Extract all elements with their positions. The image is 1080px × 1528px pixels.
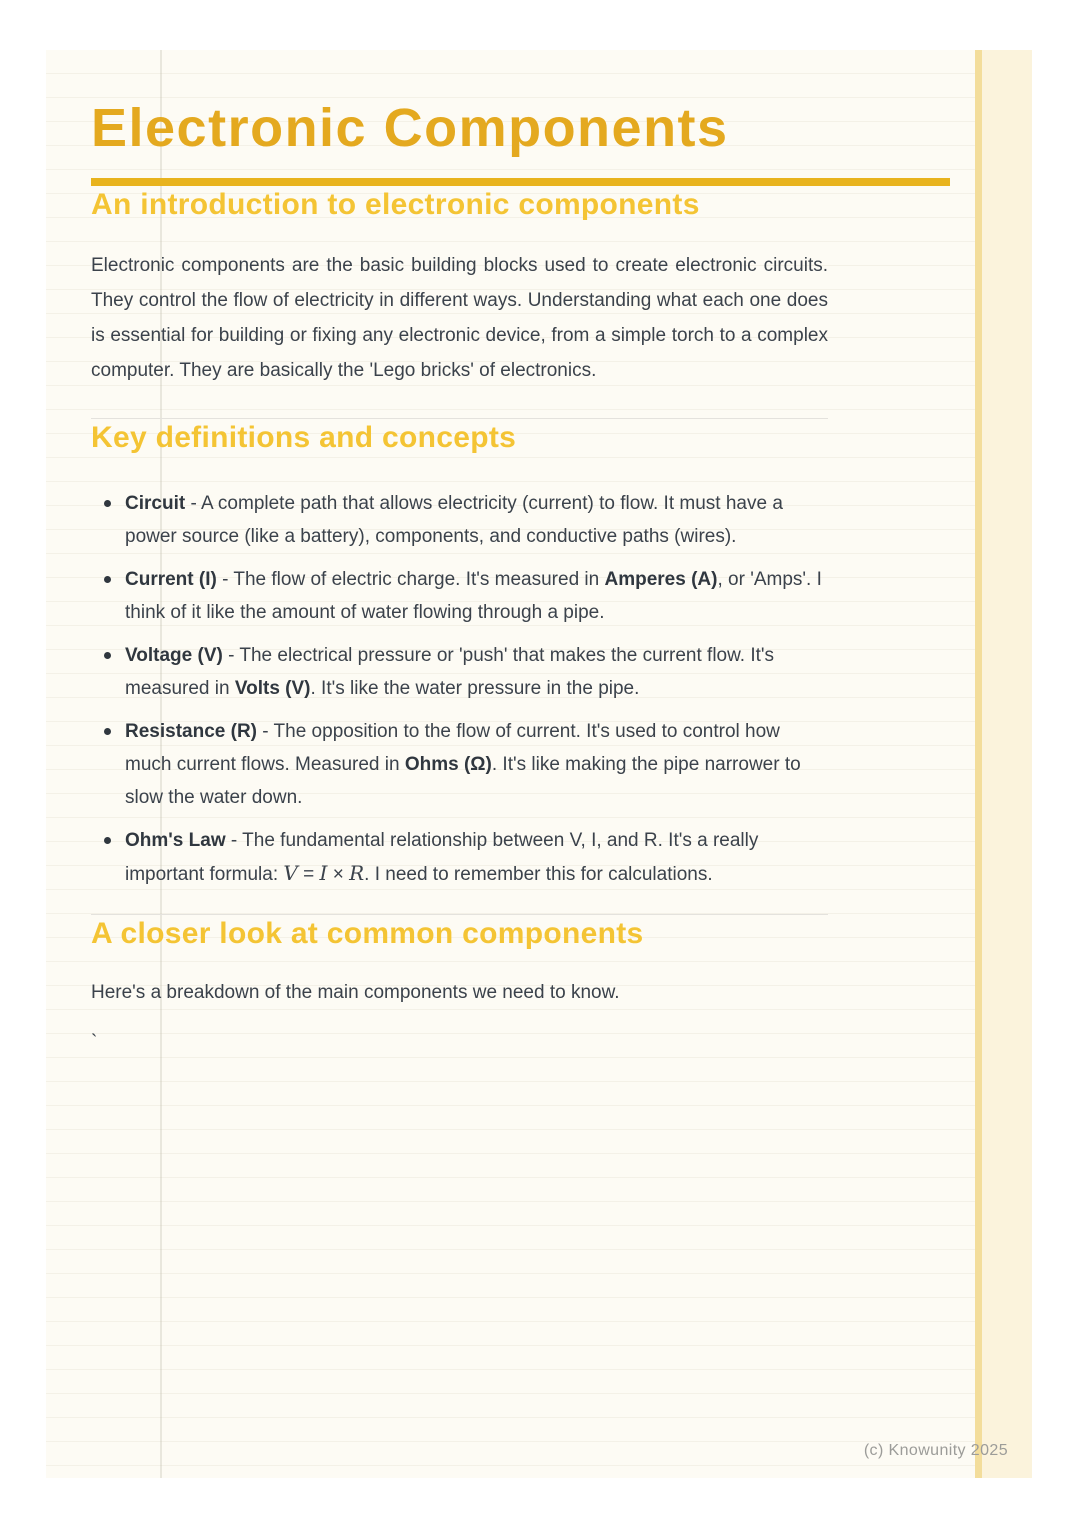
introduction-paragraph: Electronic components are the basic building blocks used to create electronic circuits. They control the flow of electricity in different ways. Understanding what each one does is essential for building or fixing any electronic device, from a simple torch to a complex computer. They are basically the 'Lego bricks' of electronics. [91, 255, 828, 381]
title-underline [91, 178, 950, 186]
document-page [46, 50, 1032, 1478]
list-item: Ohm's Law - The fundamental relationship between V, I, and R. It's a really important formula: V = I × R. I need to remember this for calculations. [91, 824, 828, 891]
page-title: Electronic Components [91, 98, 729, 158]
section-heading-components: A closer look at common components [91, 917, 644, 950]
footer-credit: (c) Knowunity 2025 [863, 1442, 1008, 1459]
list-item: Current (I) - The flow of electric charge. It's measured in Amperes (A), or 'Amps'. I think of it like the amount of water flowing through a pipe. [91, 563, 828, 629]
stray-backtick-character: ` [91, 1032, 98, 1053]
definitions-list [91, 487, 828, 891]
components-paragraph: Here's a breakdown of the main components we need to know. [91, 982, 620, 1003]
list-item: Circuit - A complete path that allows electricity (current) to flow. It must have a power source (like a battery), components, and conductive paths (wires). [91, 487, 828, 553]
section-heading-introduction: An introduction to electronic components [91, 188, 700, 221]
list-item: Resistance (R) - The opposition to the flow of current. It's used to control how much current flows. Measured in Ohms (Ω). It's like making the pipe narrower to slow the water down. [91, 715, 828, 814]
list-item: Voltage (V) - The electrical pressure or 'push' that makes the current flow. It's measured in Volts (V). It's like the water pressure in the pipe. [91, 639, 828, 705]
section-heading-definitions: Key definitions and concepts [91, 421, 517, 454]
document-content [46, 96, 1032, 1059]
